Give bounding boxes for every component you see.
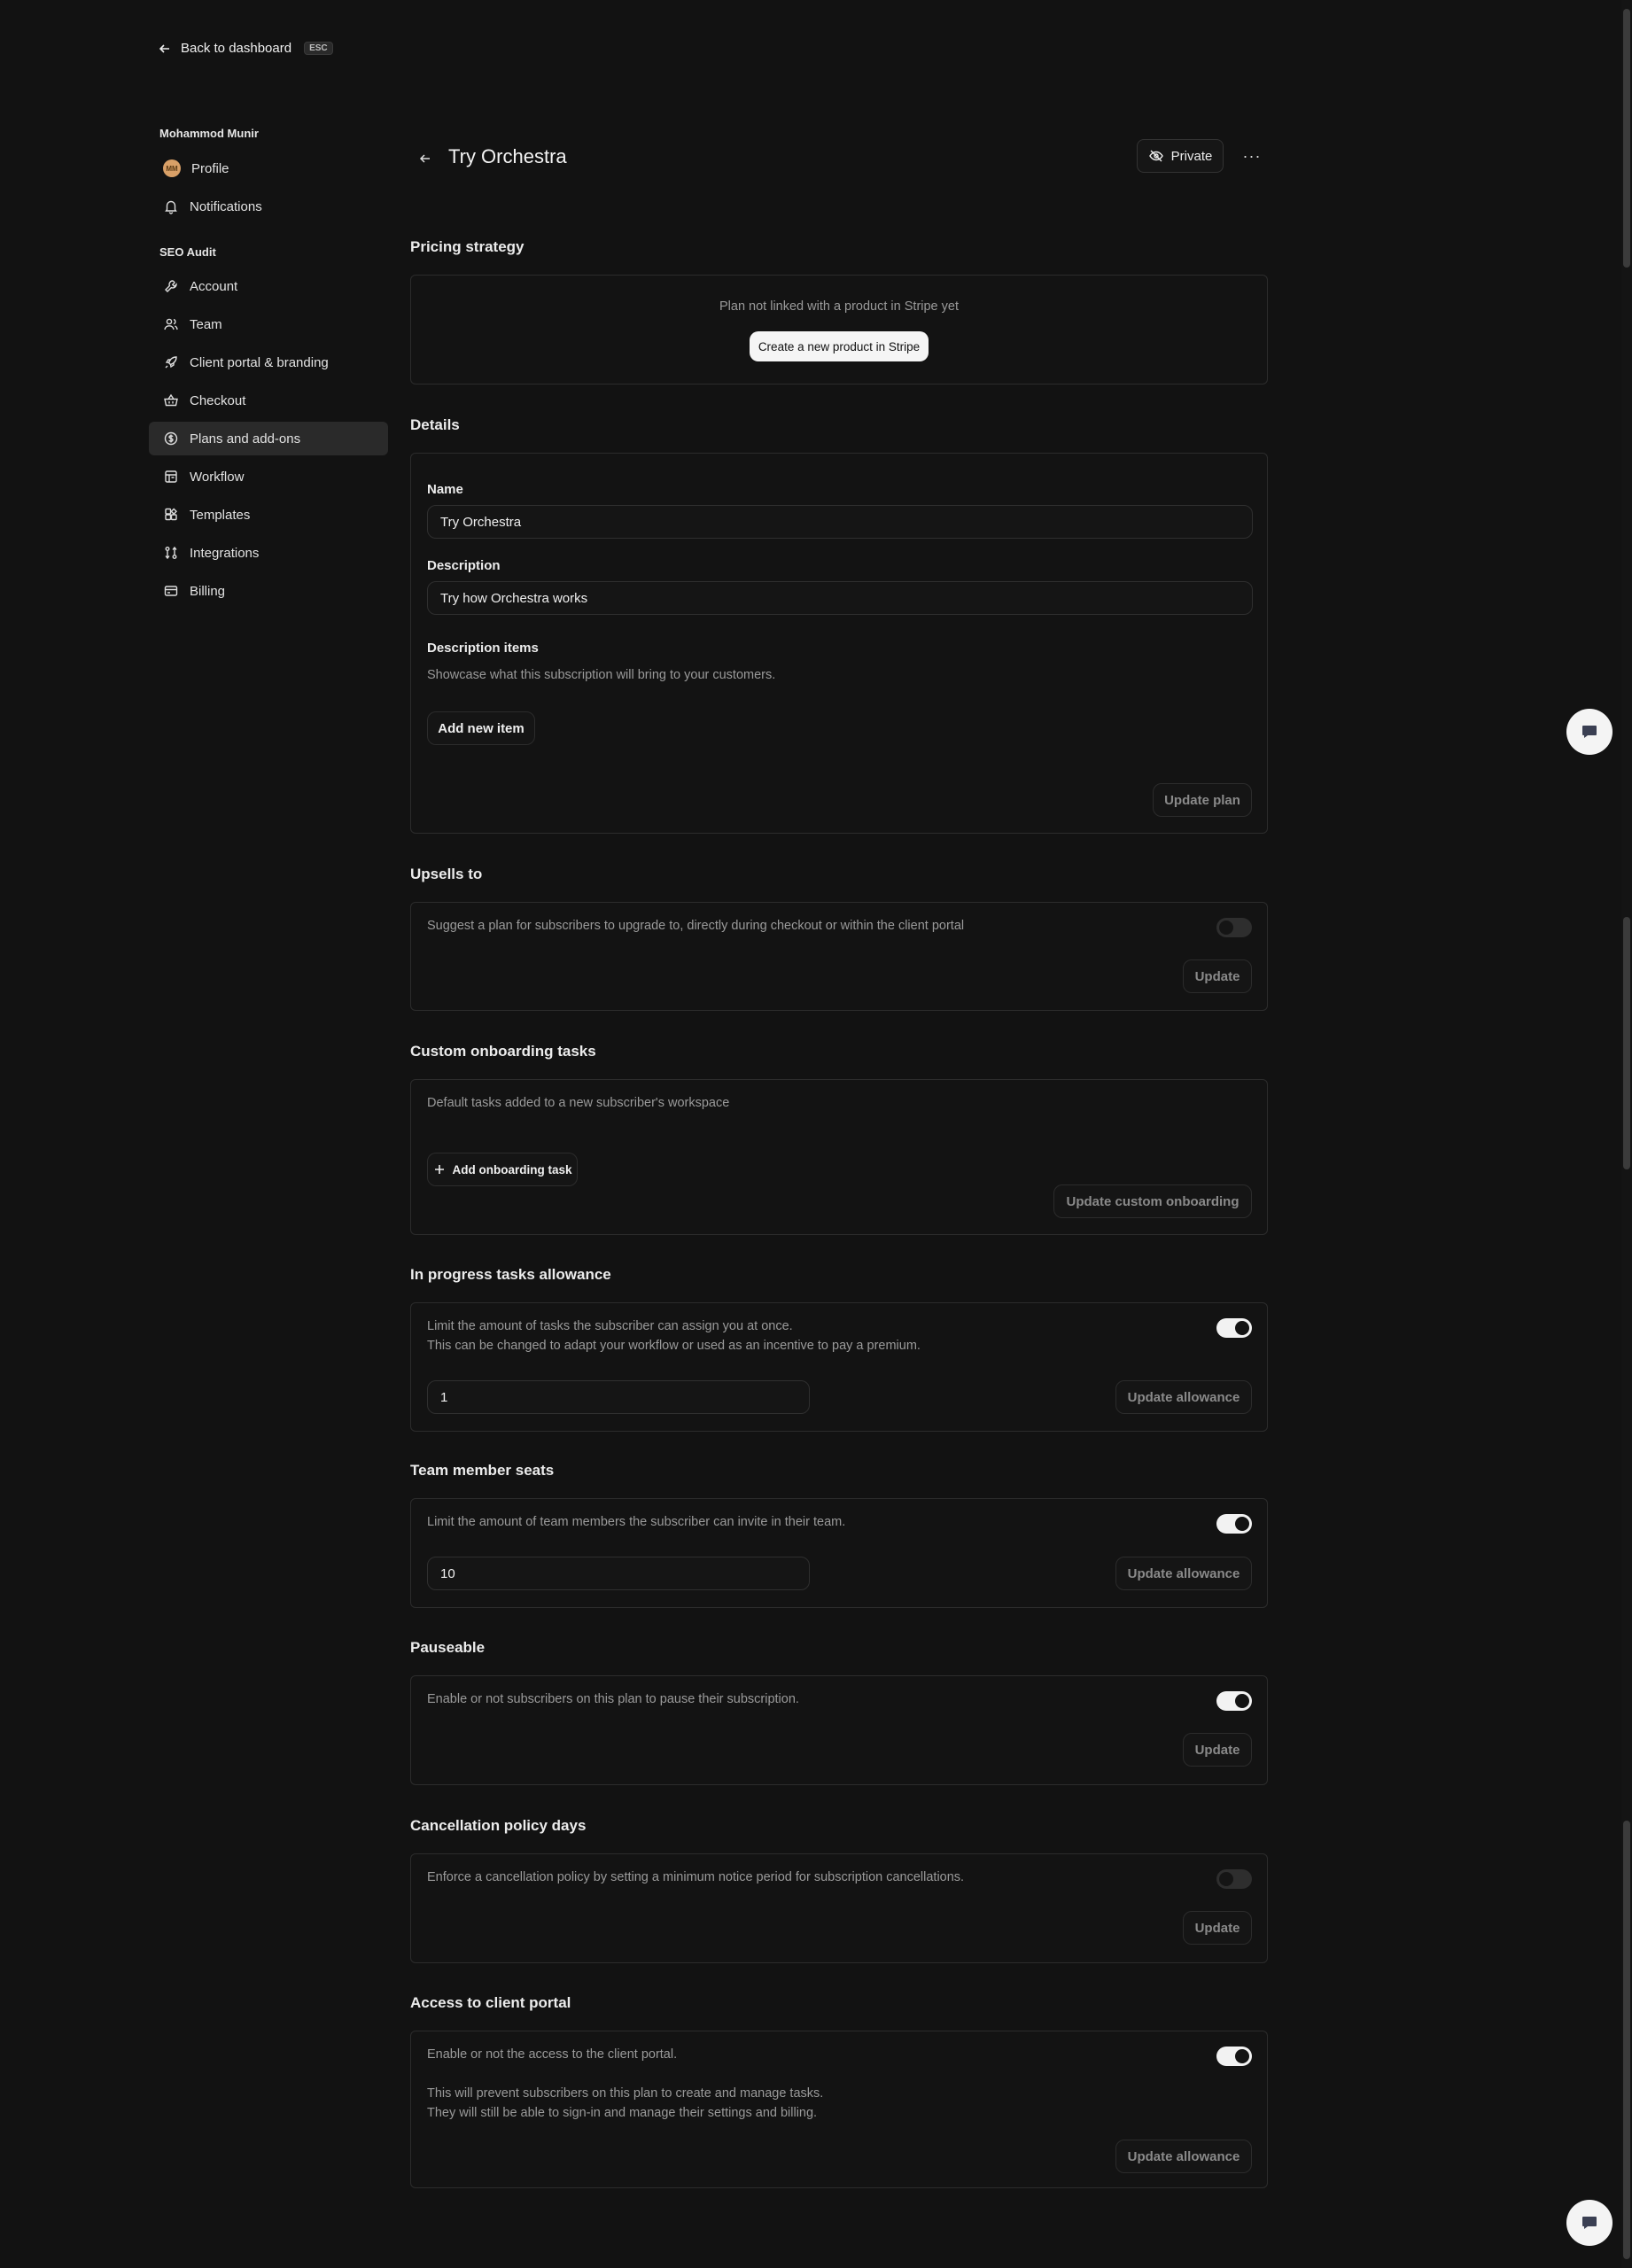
portal-access-description: Enable or not the access to the client portal. [427, 2047, 678, 2062]
sidebar-item-label: Client portal & branding [190, 354, 329, 370]
in-progress-allowance-input[interactable]: 1 [427, 1380, 810, 1414]
sidebar-item-client-portal[interactable] [149, 346, 388, 379]
users-icon [163, 316, 179, 332]
esc-key-hint: ESC [304, 42, 333, 55]
seats-card [410, 1498, 1268, 1608]
sidebar-item-label: Team [190, 316, 222, 332]
name-input[interactable]: Try Orchestra [427, 505, 1253, 539]
back-to-dashboard-link[interactable] [158, 41, 333, 56]
in-progress-update-button[interactable]: Update allowance [1115, 1380, 1252, 1414]
onboarding-description: Default tasks added to a new subscriber's workspace [427, 1096, 730, 1110]
portal-access-card [410, 2031, 1268, 2188]
cancellation-section-title: Cancellation policy days [410, 1817, 587, 1834]
seats-update-button[interactable]: Update allowance [1115, 1557, 1252, 1590]
description-input[interactable]: Try how Orchestra works [427, 581, 1253, 615]
onboarding-section-title: Custom onboarding tasks [410, 1043, 596, 1060]
scrollbar-thumb-bottom[interactable] [1623, 1821, 1630, 2259]
workspace-name: SEO Audit [159, 245, 216, 259]
name-label: Name [427, 482, 463, 497]
chat-bubble-icon [1580, 2213, 1599, 2233]
description-items-hint: Showcase what this subscription will bring to your customers. [427, 668, 776, 682]
cancellation-description: Enforce a cancellation policy by setting a minimum notice period for subscription cancellations. [427, 1870, 965, 1884]
in-progress-card [410, 1302, 1268, 1432]
in-progress-description-2: This can be changed to adapt your workflow or used as an incentive to pay a premium. [427, 1339, 921, 1353]
plus-icon [433, 1163, 446, 1176]
sidebar-item-checkout[interactable] [149, 384, 388, 417]
upsells-toggle[interactable] [1216, 918, 1252, 937]
chat-launcher-button-bottom[interactable] [1566, 2200, 1613, 2246]
pauseable-section-title: Pauseable [410, 1639, 486, 1656]
basket-icon [163, 392, 179, 408]
chat-launcher-button[interactable] [1566, 709, 1613, 755]
sidebar-item-label: Workflow [190, 469, 245, 485]
add-onboarding-label: Add onboarding task [452, 1162, 572, 1177]
in-progress-toggle[interactable] [1216, 1318, 1252, 1338]
bell-icon [163, 198, 179, 214]
sidebar-item-label: Templates [190, 507, 251, 523]
in-progress-description-1: Limit the amount of tasks the subscriber can assign you at once. [427, 1319, 793, 1333]
title-back-arrow-icon[interactable] [416, 149, 435, 168]
pauseable-update-button[interactable]: Update [1183, 1733, 1252, 1767]
integrations-icon [163, 545, 179, 561]
pauseable-toggle[interactable] [1216, 1691, 1252, 1711]
workflow-icon [163, 469, 179, 485]
sidebar-item-label: Integrations [190, 545, 260, 561]
pricing-message: Plan not linked with a product in Stripe yet [719, 299, 959, 314]
sidebar-item-label: Profile [191, 160, 229, 176]
sidebar-item-account[interactable] [149, 269, 388, 303]
cancellation-toggle[interactable] [1216, 1869, 1252, 1889]
sidebar-item-label: Checkout [190, 392, 246, 408]
private-label: Private [1170, 148, 1213, 164]
create-stripe-product-button[interactable]: Create a new product in Stripe [750, 331, 929, 361]
update-plan-button[interactable]: Update plan [1153, 783, 1252, 817]
seats-description: Limit the amount of team members the subscriber can invite in their team. [427, 1515, 846, 1529]
dollar-circle-icon [163, 431, 179, 447]
details-card [410, 453, 1268, 834]
sidebar-item-label: Notifications [190, 198, 262, 214]
private-visibility-button[interactable] [1137, 139, 1224, 173]
sidebar-item-workflow[interactable] [149, 460, 388, 493]
upsells-update-button[interactable]: Update [1183, 959, 1252, 993]
sidebar-item-profile[interactable] [149, 151, 388, 185]
portal-access-section-title: Access to client portal [410, 1994, 571, 2011]
wrench-icon [163, 278, 179, 294]
sidebar-item-billing[interactable] [149, 574, 388, 608]
arrow-left-icon [158, 42, 172, 56]
upsells-description: Suggest a plan for subscribers to upgrade to, directly during checkout or within the client portal [427, 919, 965, 933]
chat-bubble-icon [1580, 722, 1599, 742]
pauseable-description: Enable or not subscribers on this plan to pause their subscription. [427, 1692, 799, 1706]
pricing-card [410, 275, 1268, 384]
sidebar-item-team[interactable] [149, 307, 388, 341]
sidebar-item-label: Billing [190, 583, 226, 599]
portal-access-toggle[interactable] [1216, 2047, 1252, 2066]
update-custom-onboarding-button[interactable]: Update custom onboarding [1053, 1184, 1252, 1218]
sidebar-item-templates[interactable] [149, 498, 388, 532]
description-label: Description [427, 558, 501, 573]
seats-section-title: Team member seats [410, 1462, 555, 1479]
seats-allowance-input[interactable]: 10 [427, 1557, 810, 1590]
sidebar-item-notifications[interactable] [149, 190, 388, 223]
credit-card-icon [163, 583, 179, 599]
sidebar-item-label: Account [190, 278, 238, 294]
sidebar-item-plans[interactable] [149, 422, 388, 455]
eye-off-icon [1148, 148, 1164, 164]
sidebar-item-label: Plans and add-ons [190, 431, 301, 447]
portal-access-update-button[interactable]: Update allowance [1115, 2140, 1252, 2173]
sidebar-item-integrations[interactable] [149, 536, 388, 570]
add-onboarding-task-button[interactable] [427, 1153, 578, 1186]
pauseable-card [410, 1675, 1268, 1785]
onboarding-card [410, 1079, 1268, 1235]
cancellation-card [410, 1853, 1268, 1963]
more-options-button[interactable]: ··· [1242, 146, 1262, 165]
portal-access-note-2: They will still be able to sign-in and manage their settings and billing. [427, 2106, 818, 2120]
user-name: Mohammod Munir [159, 127, 259, 140]
back-label: Back to dashboard [181, 41, 292, 56]
cancellation-update-button[interactable]: Update [1183, 1911, 1252, 1945]
upsells-section-title: Upsells to [410, 866, 483, 882]
upsells-card [410, 902, 1268, 1011]
rocket-icon [163, 354, 179, 370]
avatar: MM [163, 159, 181, 177]
seats-toggle[interactable] [1216, 1514, 1252, 1534]
pricing-section-title: Pricing strategy [410, 238, 525, 255]
add-new-item-button[interactable]: Add new item [427, 711, 535, 745]
details-section-title: Details [410, 416, 460, 433]
scrollbar-thumb-top[interactable] [1623, 9, 1630, 268]
description-items-label: Description items [427, 641, 539, 656]
portal-access-note-1: This will prevent subscribers on this plan to create and manage tasks. [427, 2086, 824, 2101]
page-title: Try Orchestra [448, 145, 567, 167]
in-progress-section-title: In progress tasks allowance [410, 1266, 611, 1283]
scrollbar-thumb-middle[interactable] [1623, 917, 1630, 1169]
templates-icon [163, 507, 179, 523]
